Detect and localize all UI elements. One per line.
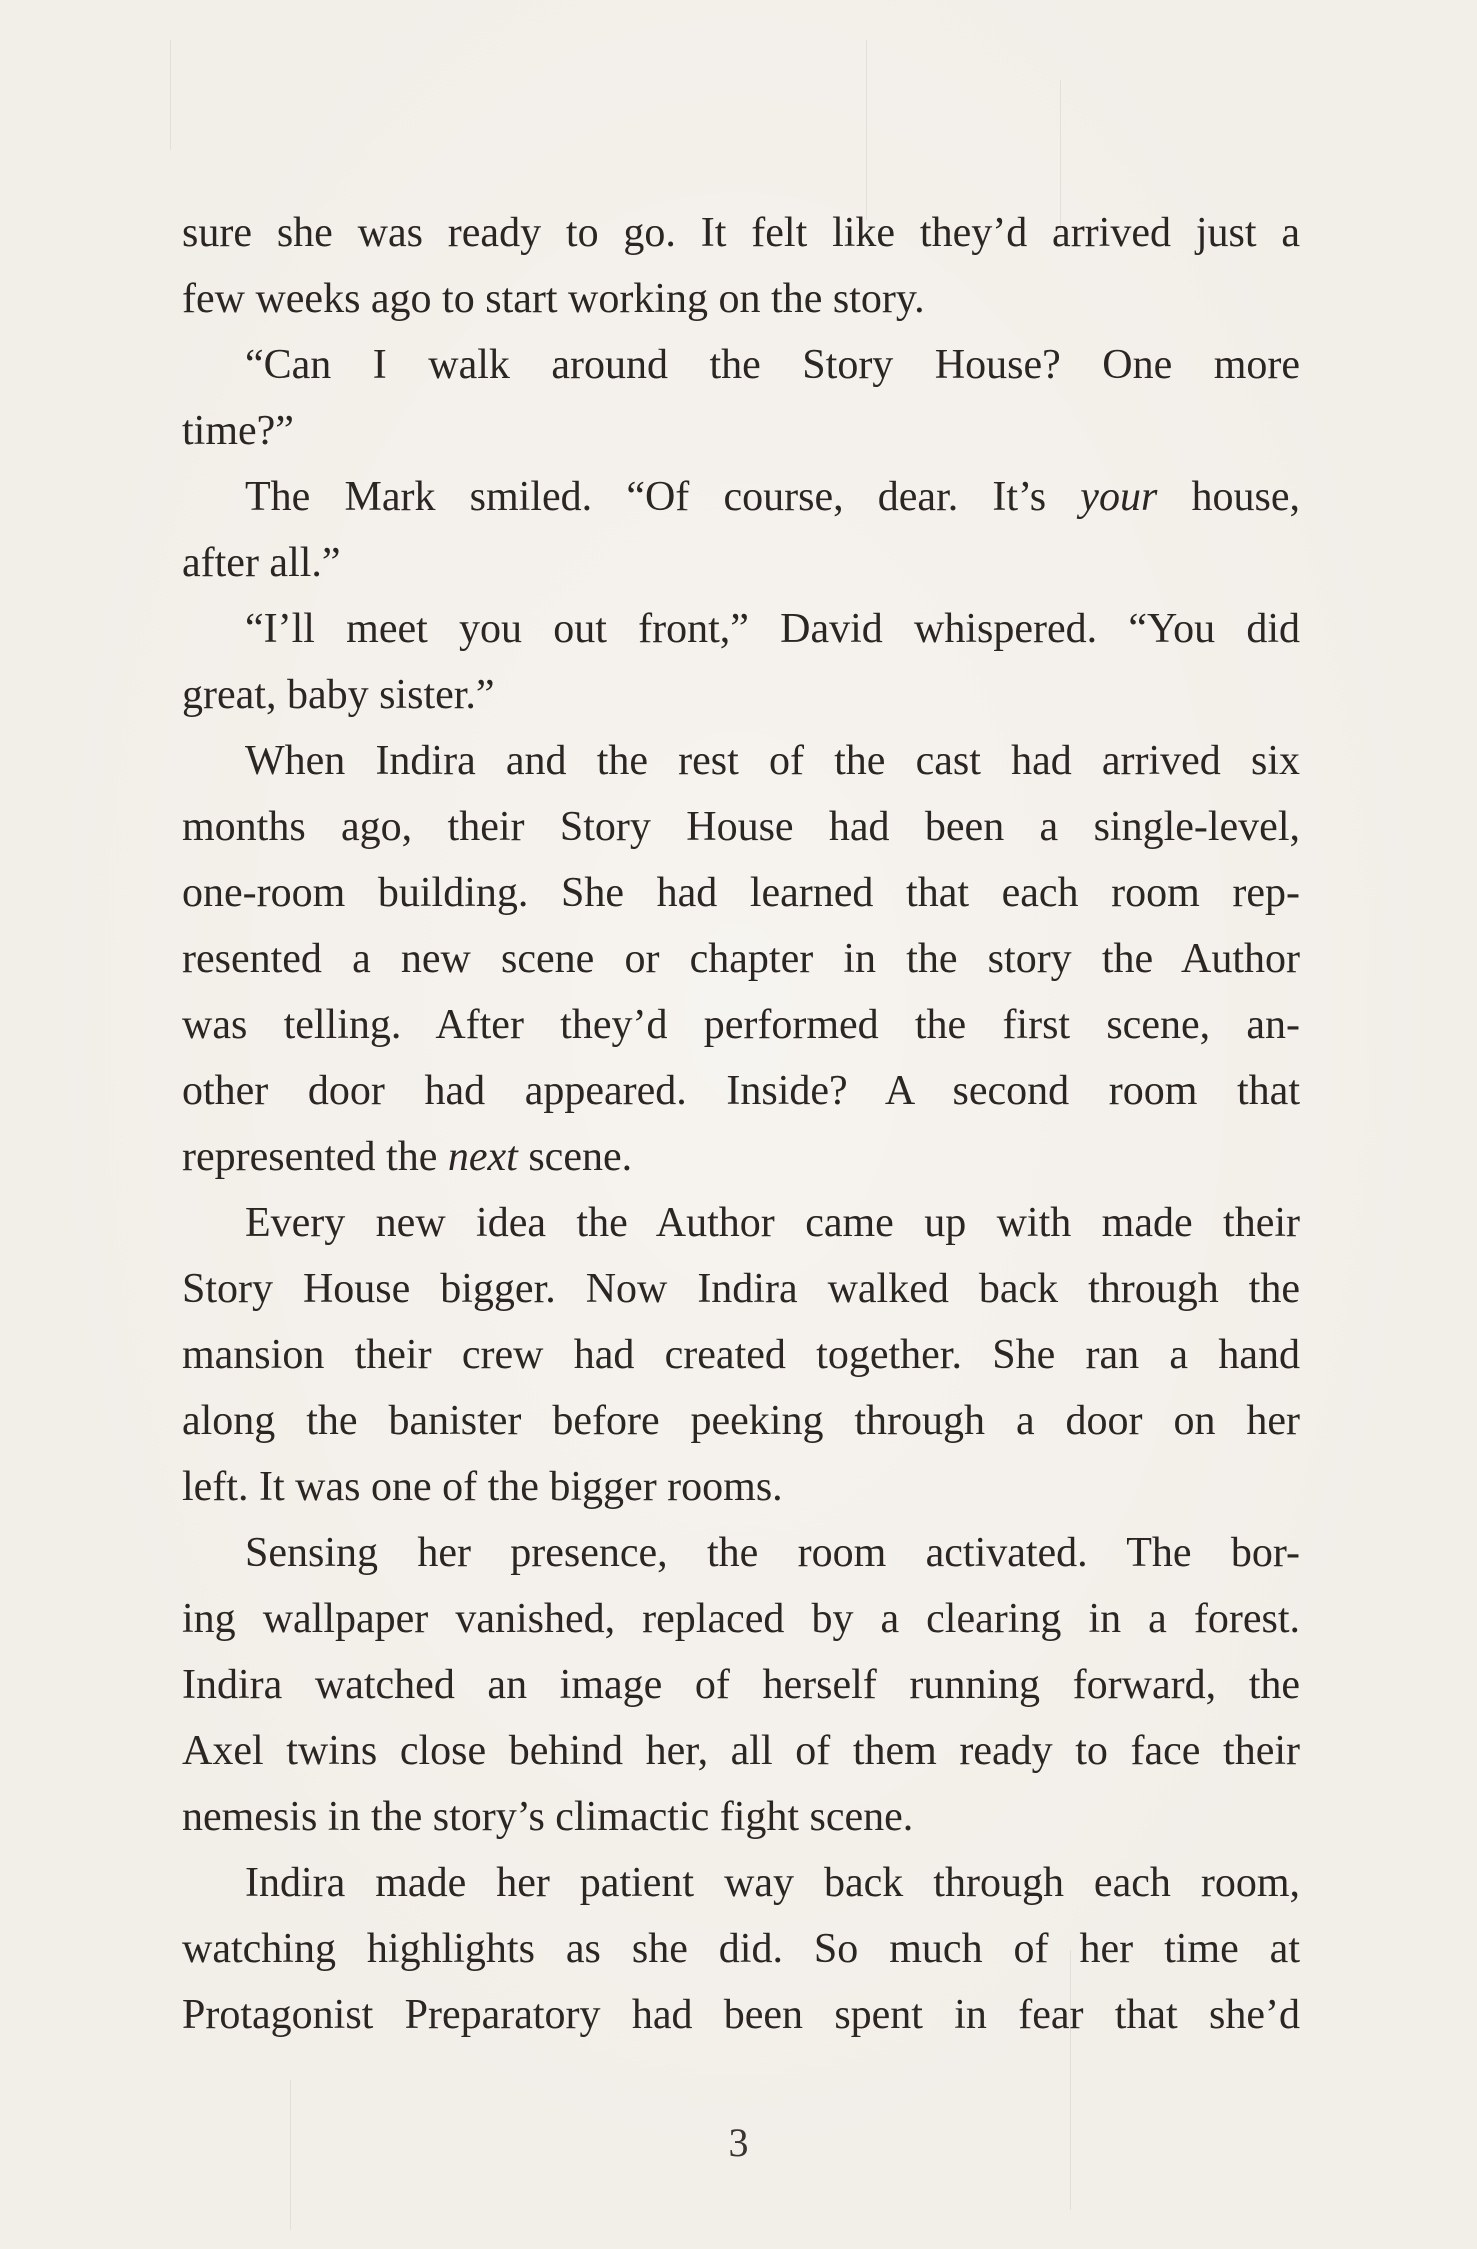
text-line: mansion their crew had created together. She ran a hand bbox=[182, 1332, 1300, 1378]
text-line: Indira watched an image of herself running forward, the bbox=[182, 1662, 1300, 1708]
text-line bbox=[182, 1124, 1300, 1190]
text-line: resented a new scene or chapter in the story the Author bbox=[182, 936, 1300, 982]
text-line bbox=[182, 464, 1300, 530]
text-line: Axel twins close behind her, all of them ready to face their bbox=[182, 1728, 1300, 1774]
text-line: nemesis in the story’s climactic fight scene. bbox=[182, 1794, 914, 1840]
paragraph bbox=[182, 200, 1300, 332]
paragraph bbox=[182, 464, 1300, 596]
italic-text: next bbox=[447, 1134, 518, 1180]
paragraph bbox=[182, 1520, 1300, 1850]
text-run: house, bbox=[1157, 474, 1300, 520]
text-line: Protagonist Preparatory had been spent in fear that she’d bbox=[182, 1992, 1300, 2038]
paragraph bbox=[182, 728, 1300, 1190]
page-crease-mark bbox=[170, 40, 171, 150]
text-run: represented the bbox=[182, 1134, 448, 1180]
body-text bbox=[182, 200, 1300, 2048]
text-line: ing wallpaper vanished, replaced by a clearing in a forest. bbox=[182, 1596, 1300, 1642]
paragraph bbox=[182, 332, 1300, 464]
page-crease-mark bbox=[866, 40, 867, 220]
paragraph bbox=[182, 1190, 1300, 1520]
text-line: along the banister before peeking through a door on her bbox=[182, 1398, 1300, 1444]
text-line: sure she was ready to go. It felt like they’d arrived just a bbox=[182, 210, 1300, 256]
text-line: Sensing her presence, the room activated. The bor- bbox=[245, 1530, 1300, 1576]
paragraph bbox=[182, 596, 1300, 728]
text-line: When Indira and the rest of the cast had arrived six bbox=[245, 738, 1300, 784]
text-line: Story House bigger. Now Indira walked back through the bbox=[182, 1266, 1300, 1312]
text-run: scene. bbox=[517, 1134, 633, 1180]
text-line: great, baby sister.” bbox=[182, 672, 495, 718]
text-line: time?” bbox=[182, 408, 294, 454]
paragraph bbox=[182, 1850, 1300, 2048]
text-line: few weeks ago to start working on the story. bbox=[182, 276, 925, 322]
text-line: “Can I walk around the Story House? One more bbox=[245, 342, 1300, 388]
text-line: months ago, their Story House had been a single-level, bbox=[182, 804, 1300, 850]
text-run: The Mark smiled. “Of course, dear. It’s bbox=[245, 474, 1081, 520]
page-number: 3 bbox=[728, 2120, 749, 2165]
text-line: after all.” bbox=[182, 540, 341, 586]
text-line: left. It was one of the bigger rooms. bbox=[182, 1464, 783, 1510]
text-line: Indira made her patient way back through each room, bbox=[245, 1860, 1300, 1906]
text-line: one-room building. She had learned that each room rep- bbox=[182, 870, 1300, 916]
text-line: “I’ll meet you out front,” David whispered. “You did bbox=[245, 606, 1300, 652]
text-line: watching highlights as she did. So much of her time at bbox=[182, 1926, 1300, 1972]
text-line: other door had appeared. Inside? A second room that bbox=[182, 1068, 1300, 1114]
text-line: Every new idea the Author came up with made their bbox=[245, 1200, 1300, 1246]
text-line: was telling. After they’d performed the first scene, an- bbox=[182, 1002, 1300, 1048]
italic-text: your bbox=[1080, 474, 1158, 520]
